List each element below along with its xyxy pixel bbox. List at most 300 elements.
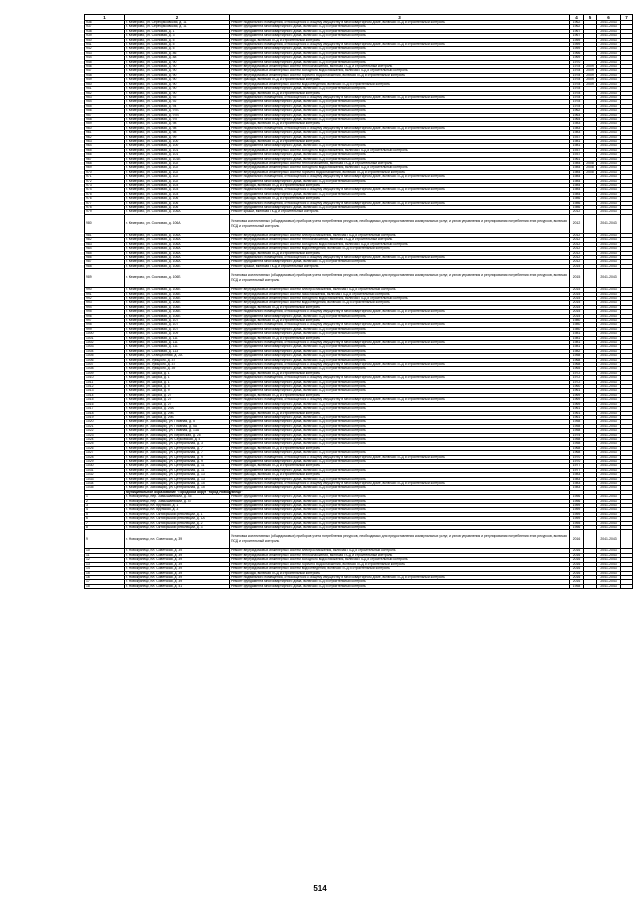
planned-period-cell: 2041-2043: [597, 376, 621, 380]
address-cell: г. Кемерово, ул. Сосновая, д. 106А: [125, 210, 230, 214]
address-cell: г. Кемерово, ул. Станционная, д. 2А: [125, 354, 230, 358]
planned-period-cell: 2041-2043: [597, 233, 621, 237]
planned-period-cell: 2041-2043: [597, 398, 621, 402]
row-number: 979: [85, 210, 125, 214]
work-type-cell: Ремонт фундамента многоквартирного дома, включая ПСД и строительный контроль: [230, 380, 570, 384]
planned-period-cell: 2041-2043: [597, 468, 621, 472]
address-cell: г. Кемерово, ул. Сосновая, д. 106Б: [125, 288, 230, 292]
row-number: 947: [85, 69, 125, 73]
address-cell: г. Кемерово (п. Забойщик), ул. Центральная, д. 9: [125, 459, 230, 463]
row-number: 1025: [85, 442, 125, 446]
build-year-cell: 2015: [570, 288, 584, 292]
row-number: 1018: [85, 411, 125, 415]
row-number: 1015: [85, 398, 125, 402]
work-type-cell: Ремонт внутридомовых инженерных систем холодного водоснабжения, включая ПСД и строительный контроль: [230, 242, 570, 246]
work-type-cell: Ремонт фундамента многоквартирного дома, включая ПСД и строительный контроль: [230, 100, 570, 104]
row-number: 1003: [85, 345, 125, 349]
row-number: 16: [85, 575, 125, 579]
work-type-cell: Ремонт фундамента многоквартирного дома, включая ПСД и строительный контроль: [230, 367, 570, 371]
header-cell: 2: [125, 15, 230, 21]
last-repair-year-cell: [584, 214, 597, 233]
row-number: 1009: [85, 371, 125, 375]
row-number: 962: [85, 135, 125, 139]
planned-period-cell: 2041-2043: [597, 446, 621, 450]
build-year-cell: 1962: [570, 109, 584, 113]
work-type-cell: Установка коллективных (общедомовых) приборов учета потребления ресурсов, необходимых для предоставления коммунальных услуг, и узлов управления и регулирования потребления этих ресурсов, включая ПСД и строительный контроль: [230, 530, 570, 549]
build-year-cell: 2015: [570, 269, 584, 288]
build-year-cell: 1961: [570, 389, 584, 393]
row-number: 987: [85, 260, 125, 264]
build-year-cell: 2016: [570, 567, 584, 571]
work-type-cell: Ремонт фундамента многоквартирного дома, включая ПСД и строительный контроль: [230, 580, 570, 584]
address-cell: г. Новокузнецк, пл. Крупской, д. 1: [125, 504, 230, 508]
row-number: 1001: [85, 336, 125, 340]
address-cell: г. Кемерово, ул. Сосновая, д. 102: [125, 166, 230, 170]
work-type-cell: Ремонт фасада, включая ПСД и строительный контроль: [230, 38, 570, 42]
last-repair-year-cell: 2009: [584, 78, 597, 82]
address-cell: г. Кемерово (п. Забойщик), ул. Центральная, д. 13: [125, 473, 230, 477]
row-number: 965: [85, 148, 125, 152]
address-cell: г. Кемерово (п. Забойщик), ул. Центральная, д. 3: [125, 442, 230, 446]
row-number: 970: [85, 170, 125, 174]
address-cell: г. Кемерово, ул. Сосновая, д. 102: [125, 179, 230, 183]
build-year-cell: 1961: [570, 415, 584, 419]
build-year-cell: 1961: [570, 407, 584, 411]
address-cell: г. Кемерово, ул. Сосновая, д. 106Б: [125, 296, 230, 300]
build-year-cell: 2012: [570, 242, 584, 246]
work-type-cell: Ремонт фундамента многоквартирного дома, включая ПСД и строительный контроль: [230, 499, 570, 503]
work-type-cell: Ремонт фундамента многоквартирного дома, включая ПСД и строительный контроль: [230, 87, 570, 91]
row-number: 1013: [85, 389, 125, 393]
row-number: 1026: [85, 446, 125, 450]
address-cell: г. Кемерово (п. Забойщик), ул. Центральная, д. 13: [125, 477, 230, 481]
row-number: 1029: [85, 459, 125, 463]
planned-period-cell: 2041-2043: [597, 371, 621, 375]
row-number: 1006: [85, 358, 125, 362]
address-cell: г. Кемерово, ул. Сосновая, д. 106А: [125, 247, 230, 251]
work-type-cell: Ремонт подвального помещения, относящегося к общему имуществу в многоквартирном доме, включая ПСД и строительный контроль: [230, 201, 570, 205]
address-cell: г. Новокузнецк, пл. Октябрьской революции, д. 1А: [125, 517, 230, 521]
work-type-cell: Ремонт фундамента многоквартирного дома, включая ПСД и строительный контроль: [230, 192, 570, 196]
row-number: 994: [85, 305, 125, 309]
row-number: 960: [85, 126, 125, 130]
row-number: 936: [85, 21, 125, 25]
planned-period-cell: 2041-2043: [597, 153, 621, 157]
build-year-cell: 1981: [570, 341, 584, 345]
planned-period-cell: 2041-2043: [597, 87, 621, 91]
address-cell: г. Кемерово, ул. Сосновая, д. 103: [125, 192, 230, 196]
address-cell: г. Кемерово, ул. Сосновая, д. 103: [125, 188, 230, 192]
row-number: 978: [85, 206, 125, 210]
build-year-cell: 1978: [570, 73, 584, 77]
build-year-cell: 1959: [570, 512, 584, 516]
row-number: 995: [85, 310, 125, 314]
work-type-cell: Ремонт внутридомовых инженерных систем водоотведения, включая ПСД и строительный контроль: [230, 247, 570, 251]
address-cell: г. Кемерово (п. Забойщик), ул. Главная, д. 5: [125, 420, 230, 424]
work-type-cell: Ремонт фасада, включая ПСД и строительный контроль: [230, 251, 570, 255]
row-number: 1035: [85, 486, 125, 490]
build-year-cell: 2012: [570, 210, 584, 214]
address-cell: г. Кемерово, ул. Сосновая, д. 98: [125, 126, 230, 130]
row-number: 943: [85, 51, 125, 55]
address-cell: г. Кемерово, ул. Сосновая, д. 106А: [125, 214, 230, 233]
build-year-cell: 1968: [570, 451, 584, 455]
row-number: 957: [85, 113, 125, 117]
address-cell: г. Новокузнецк, пл. Советская, д. 39: [125, 553, 230, 557]
row-number: 1031: [85, 468, 125, 472]
work-type-cell: Ремонт внутридомовых инженерных систем холодного водоснабжения, включая ПСД и строительный контроль: [230, 166, 570, 170]
planned-period-cell: 2041-2043: [597, 157, 621, 161]
address-cell: г. Новокузнецк, пл. Советская, д. 39: [125, 567, 230, 571]
address-cell: г. Новокузнецк, пл. Октябрьской революции, д. 1: [125, 512, 230, 516]
work-type-cell: Ремонт фундамента многоквартирного дома, включая ПСД и строительный контроль: [230, 521, 570, 525]
work-type-cell: Ремонт фундамента многоквартирного дома, включая ПСД и строительный контроль: [230, 345, 570, 349]
address-cell: г. Кемерово, ул. Шорса, д. 1: [125, 380, 230, 384]
build-year-cell: 2016: [570, 575, 584, 579]
planned-period-cell: 2041-2043: [597, 170, 621, 174]
planned-period-cell: 2041-2043: [597, 179, 621, 183]
build-year-cell: 1983: [570, 126, 584, 130]
row-number: 989: [85, 269, 125, 288]
work-type-cell: Ремонт внутридомовых инженерных систем водоотведения, включая ПСД и строительный контроль: [230, 567, 570, 571]
build-year-cell: 1937: [570, 135, 584, 139]
table-row: [85, 269, 633, 288]
last-repair-year-cell: 2008: [584, 166, 597, 170]
planned-period-cell: 2041-2043: [597, 184, 621, 188]
build-year-cell: 2012: [570, 251, 584, 255]
row-number: 942: [85, 47, 125, 51]
planned-period-cell: 2041-2043: [597, 358, 621, 362]
build-year-cell: 1970: [570, 60, 584, 64]
header-cell: 1: [85, 15, 125, 21]
row-number: 937: [85, 25, 125, 29]
work-type-cell: Ремонт подвального помещения, относящегося к общему имуществу в многоквартирном доме, включая ПСД и строительный контроль: [230, 376, 570, 380]
header-cell: 7: [621, 15, 633, 21]
work-type-cell: Ремонт подвального помещения, относящегося к общему имуществу в многоквартирном доме, включая ПСД и строительный контроль: [230, 482, 570, 486]
row-number: 12: [85, 558, 125, 562]
address-cell: г. Кемерово, ул. Сосновая, д. 92: [125, 100, 230, 104]
row-number: 954: [85, 100, 125, 104]
row-number: 1033: [85, 477, 125, 481]
row-number: 1022: [85, 429, 125, 433]
work-type-cell: Ремонт внутридомовых инженерных систем водоотведения, включая ПСД и строительный контроль: [230, 301, 570, 305]
build-year-cell: 2016: [570, 549, 584, 553]
row-number: 984: [85, 247, 125, 251]
address-cell: г. Новокузнецк, пл. Советская, д. 39: [125, 549, 230, 553]
address-cell: г. Кемерово, ул. Шорса, д. 27: [125, 398, 230, 402]
build-year-cell: 1970: [570, 459, 584, 463]
build-year-cell: 2015: [570, 314, 584, 318]
work-type-cell: Ремонт фундамента многоквартирного дома, включая ПСД и строительный контроль: [230, 104, 570, 108]
address-cell: г. Кемерово, ул. Сосновая, д. 106: [125, 206, 230, 210]
row-number: 1024: [85, 437, 125, 441]
address-cell: г. Кемерово, ул. Сосновая, д. 106Б: [125, 314, 230, 318]
address-cell: г. Кемерово, ул. Сосновая, д. 90: [125, 73, 230, 77]
planned-period-cell: 2041-2043: [597, 264, 621, 268]
work-type-cell: Ремонт внутридомовых инженерных систем электроснабжения, включая ПСД и строительный контроль: [230, 233, 570, 237]
build-year-cell: 1969: [570, 393, 584, 397]
row-number: 985: [85, 251, 125, 255]
planned-period-cell: 2041-2043: [597, 95, 621, 99]
work-type-cell: Ремонт подвального помещения, относящегося к общему имуществу в многоквартирном доме, включая ПСД и строительный контроль: [230, 95, 570, 99]
row-number: 1019: [85, 415, 125, 419]
work-type-cell: Ремонт фундамента многоквартирного дома, включая ПСД и строительный контроль: [230, 157, 570, 161]
work-type-cell: Ремонт фундамента многоквартирного дома, включая ПСД и строительный контроль: [230, 526, 570, 530]
work-type-cell: Ремонт фундамента многоквартирного дома, включая ПСД и строительный контроль: [230, 34, 570, 38]
work-type-cell: Ремонт фундамента многоквартирного дома, включая ПСД и строительный контроль: [230, 477, 570, 481]
address-cell: г. Новокузнецк, пл. Октябрьской революции, д. 3: [125, 526, 230, 530]
planned-period-cell: 2041-2043: [597, 305, 621, 309]
build-year-cell: 1959: [570, 43, 584, 47]
row-number: 991: [85, 292, 125, 296]
address-cell: г. Кемерово (п. Забойщик), ул. Центральная, д. 15: [125, 486, 230, 490]
build-year-cell: 1984: [570, 188, 584, 192]
row-number: 17: [85, 580, 125, 584]
work-type-cell: Ремонт крыши, включая ПСД и строительный контроль: [230, 264, 570, 268]
work-type-cell: Ремонт внутридомовых инженерных систем теплоснабжения, включая ПСД и строительный контроль: [230, 162, 570, 166]
planned-period-cell: 2041-2043: [597, 332, 621, 336]
empty-cell: [621, 530, 633, 549]
work-type-cell: Ремонт внутридомовых инженерных систем горячего водоснабжения, включая ПСД и строительный контроль: [230, 170, 570, 174]
build-year-cell: 2015: [570, 305, 584, 309]
build-year-cell: 1969: [570, 398, 584, 402]
row-number: 959: [85, 122, 125, 126]
build-year-cell: 2012: [570, 255, 584, 259]
planned-period-cell: 2041-2043: [597, 584, 621, 588]
build-year-cell: 2015: [570, 292, 584, 296]
row-number: 998: [85, 323, 125, 327]
row-number: 15: [85, 571, 125, 575]
planned-period-cell: 2041-2043: [597, 117, 621, 121]
last-repair-year-cell: [584, 584, 597, 588]
build-year-cell: 1963: [570, 113, 584, 117]
planned-period-cell: 2041-2043: [597, 327, 621, 331]
row-number: 975: [85, 192, 125, 196]
address-cell: г. Кемерово, ул. Шорса, д. 5: [125, 385, 230, 389]
address-cell: г. Кемерово, ул. Сосновая, д. 101: [125, 153, 230, 157]
build-year-cell: 1978: [570, 82, 584, 86]
planned-period-cell: 2041-2043: [597, 526, 621, 530]
build-year-cell: 1986: [570, 197, 584, 201]
row-number: 7: [85, 521, 125, 525]
build-year-cell: 1969: [570, 402, 584, 406]
last-repair-year-cell: [584, 269, 597, 288]
row-number: 13: [85, 562, 125, 566]
work-type-cell: Ремонт фасада, включая ПСД и строительный контроль: [230, 139, 570, 143]
work-type-cell: Ремонт фасада, включая ПСД и строительный контроль: [230, 318, 570, 322]
row-number: 14: [85, 567, 125, 571]
address-cell: г. Кемерово, ул. Шорса, д. 1: [125, 376, 230, 380]
row-number: 974: [85, 188, 125, 192]
build-year-cell: 1958: [570, 437, 584, 441]
build-year-cell: 1964: [570, 117, 584, 121]
build-year-cell: 2012: [570, 247, 584, 251]
planned-period-cell: 2041-2043: [597, 301, 621, 305]
address-cell: г. Кемерово, ул. Сосновая, д. 90: [125, 69, 230, 73]
planned-period-cell: 2041-2043: [597, 104, 621, 108]
header-cell: 3: [230, 15, 570, 21]
address-cell: г. Новокузнецк, пл. Советская, д. 41: [125, 584, 230, 588]
planned-period-cell: 2041-2043: [597, 242, 621, 246]
address-cell: г. Кемерово, ул. Сосновая, д. 111: [125, 345, 230, 349]
planned-period-cell: 2041-2043: [597, 393, 621, 397]
planned-period-cell: 2041-2043: [597, 296, 621, 300]
build-year-cell: 1958: [570, 442, 584, 446]
work-type-cell: Ремонт внутридомовых инженерных систем холодного водоснабжения, включая ПСД и строительный контроль: [230, 558, 570, 562]
row-number: 9: [85, 530, 125, 549]
row-number: 1027: [85, 451, 125, 455]
planned-period-cell: 2041-2043: [597, 247, 621, 251]
last-repair-year-cell: 2009: [584, 69, 597, 73]
address-cell: г. Кемерово, ул. Сосновая, д. 90: [125, 78, 230, 82]
planned-period-cell: 2041-2043: [597, 473, 621, 477]
row-number: 10: [85, 549, 125, 553]
address-cell: г. Кемерово, ул. Сосновая, д. 113: [125, 349, 230, 353]
row-number: 1012: [85, 385, 125, 389]
planned-period-cell: 2041-2043: [597, 51, 621, 55]
build-year-cell: 1984: [570, 166, 584, 170]
row-number: 988: [85, 264, 125, 268]
address-cell: г. Кемерово, ул. Сосновая, д. 111: [125, 336, 230, 340]
work-type-cell: Ремонт подвального помещения, относящегося к общему имуществу в многоквартирном доме, включая ПСД и строительный контроль: [230, 175, 570, 179]
row-number: 1010: [85, 376, 125, 380]
build-year-cell: 2015: [570, 301, 584, 305]
address-cell: г. Новокузнецк, пл. Советская, д. 39: [125, 580, 230, 584]
work-type-cell: Ремонт подвального помещения, относящегося к общему имуществу в многоквартирном доме, включая ПСД и строительный контроль: [230, 398, 570, 402]
work-type-cell: Ремонт фундамента многоквартирного дома, включая ПСД и строительный контроль: [230, 504, 570, 508]
work-type-cell: Ремонт фундамента многоквартирного дома, включая ПСД и строительный контроль: [230, 179, 570, 183]
row-number: 1007: [85, 363, 125, 367]
row-number: 967: [85, 157, 125, 161]
row-number: 6: [85, 517, 125, 521]
planned-period-cell: 2041-2043: [597, 442, 621, 446]
build-year-cell: 1986: [570, 201, 584, 205]
build-year-cell: 1956: [570, 499, 584, 503]
address-cell: г. Кемерово, ул. Сосновая, д. 90: [125, 91, 230, 95]
row-number: 18: [85, 584, 125, 588]
address-cell: г. Кемерово (п. Забойщик), ул. Центральная, д. 7: [125, 451, 230, 455]
planned-period-cell: 2041-2043: [597, 288, 621, 292]
planned-period-cell: 2041-2043: [597, 238, 621, 242]
build-year-cell: 1984: [570, 170, 584, 174]
row-number: 5: [85, 512, 125, 516]
empty-cell: [621, 214, 633, 233]
work-type-cell: Ремонт фасада, включая ПСД и строительный контроль: [230, 411, 570, 415]
last-repair-year-cell: 2008: [584, 170, 597, 174]
work-type-cell: Ремонт внутридомовых инженерных систем горячего водоснабжения, включая ПСД и строительный контроль: [230, 73, 570, 77]
row-number: 968: [85, 162, 125, 166]
build-year-cell: 1962: [570, 25, 584, 29]
work-type-cell: Ремонт фасада, включая ПСД и строительный контроль: [230, 464, 570, 468]
build-year-cell: 2016: [570, 530, 584, 549]
build-year-cell: 2016: [570, 571, 584, 575]
planned-period-cell: 2041-2043: [597, 407, 621, 411]
row-number: 961: [85, 131, 125, 135]
work-type-cell: Ремонт фасада, включая ПСД и строительный контроль: [230, 305, 570, 309]
address-cell: г. Кемерово, ул. Сосновая, д. 98: [125, 122, 230, 126]
address-cell: г. Кемерово, ул. Шорса, д. 29Б: [125, 411, 230, 415]
work-type-cell: Ремонт фундамента многоквартирного дома, включая ПСД и строительный контроль: [230, 486, 570, 490]
row-number: 2: [85, 499, 125, 503]
build-year-cell: 1960: [570, 385, 584, 389]
build-year-cell: 1966: [570, 51, 584, 55]
planned-period-cell: 2041-2043: [597, 166, 621, 170]
planned-period-cell: 2041-2043: [597, 517, 621, 521]
work-type-cell: Ремонт фундамента многоквартирного дома, включая ПСД и строительный контроль: [230, 407, 570, 411]
row-number: 1016: [85, 402, 125, 406]
planned-period-cell: 2041-2043: [597, 122, 621, 126]
address-cell: г. Кемерово (п. Забойщик), ул. Центральная, д. 9: [125, 455, 230, 459]
planned-period-cell: 2041-2043: [597, 363, 621, 367]
planned-period-cell: 2041-2043: [597, 214, 621, 233]
build-year-cell: 2015: [570, 264, 584, 268]
row-number: 964: [85, 144, 125, 148]
build-year-cell: 1972: [570, 376, 584, 380]
build-year-cell: 1978: [570, 104, 584, 108]
work-type-cell: Ремонт фундамента многоквартирного дома, включая ПСД и строительный контроль: [230, 517, 570, 521]
build-year-cell: 1980: [570, 323, 584, 327]
address-cell: г. Кемерово (п. Забойщик), ул. Центральная, д. 11: [125, 464, 230, 468]
row-number: 950: [85, 82, 125, 86]
address-cell: г. Кемерово, ул. Сосновая, д. 107: [125, 323, 230, 327]
address-cell: г. Кемерово (п. Забойщик), ул. Серковская, д. 4: [125, 437, 230, 441]
row-number: 996: [85, 314, 125, 318]
planned-period-cell: 2041-2043: [597, 420, 621, 424]
build-year-cell: 1983: [570, 131, 584, 135]
address-cell: г. Кемерово, ул. Сосновая, д. 90: [125, 82, 230, 86]
table-row: [85, 530, 633, 549]
build-year-cell: 1955: [570, 521, 584, 525]
address-cell: г. Новокузнецк, пл. Советская, д. 39: [125, 530, 230, 549]
planned-period-cell: 2041-2043: [597, 345, 621, 349]
planned-period-cell: 2041-2043: [597, 341, 621, 345]
build-year-cell: 1982: [570, 349, 584, 353]
row-number: 949: [85, 78, 125, 82]
build-year-cell: 1958: [570, 424, 584, 428]
address-cell: г. Кемерово, ул. Сосновая, д. 106А: [125, 242, 230, 246]
row-number: 1034: [85, 482, 125, 486]
address-cell: г. Кемерово, ул. Урицкого, д. 37: [125, 363, 230, 367]
planned-period-cell: 2041-2043: [597, 558, 621, 562]
planned-period-cell: 2041-2043: [597, 455, 621, 459]
planned-period-cell: 2041-2043: [597, 34, 621, 38]
build-year-cell: 1972: [570, 371, 584, 375]
build-year-cell: 1978: [570, 100, 584, 104]
planned-period-cell: 2041-2043: [597, 60, 621, 64]
build-year-cell: 2015: [570, 296, 584, 300]
work-type-cell: Ремонт внутридомовых инженерных систем холодного водоснабжения, включая ПСД и строительный контроль: [230, 148, 570, 152]
address-cell: г. Кемерово, ул. Сосновая, д. 107: [125, 318, 230, 322]
work-type-cell: Ремонт фундамента многоквартирного дома, включая ПСД и строительный контроль: [230, 206, 570, 210]
address-cell: г. Новокузнецк, пер. Замышаевский, д. 47: [125, 499, 230, 503]
empty-cell: [621, 269, 633, 288]
planned-period-cell: 2041-2043: [597, 144, 621, 148]
planned-period-cell: 2041-2043: [597, 25, 621, 29]
address-cell: г. Кемерово, ул. Сосновая, д. 106Б: [125, 301, 230, 305]
header-cell: 6: [597, 15, 621, 21]
row-number: 1004: [85, 349, 125, 353]
build-year-cell: 1958: [570, 584, 584, 588]
planned-period-cell: 2041-2043: [597, 126, 621, 130]
row-number: 944: [85, 56, 125, 60]
work-type-cell: Ремонт фундамента многоквартирного дома, включая ПСД и строительный контроль: [230, 459, 570, 463]
build-year-cell: 1983: [570, 477, 584, 481]
row-number: 973: [85, 184, 125, 188]
build-year-cell: 1978: [570, 95, 584, 99]
work-type-cell: Ремонт фундамента многоквартирного дома, включая ПСД и строительный контроль: [230, 113, 570, 117]
work-type-cell: Ремонт фундамента многоквартирного дома, включая ПСД и строительный контроль: [230, 512, 570, 516]
last-repair-year-cell: 2009: [584, 82, 597, 86]
